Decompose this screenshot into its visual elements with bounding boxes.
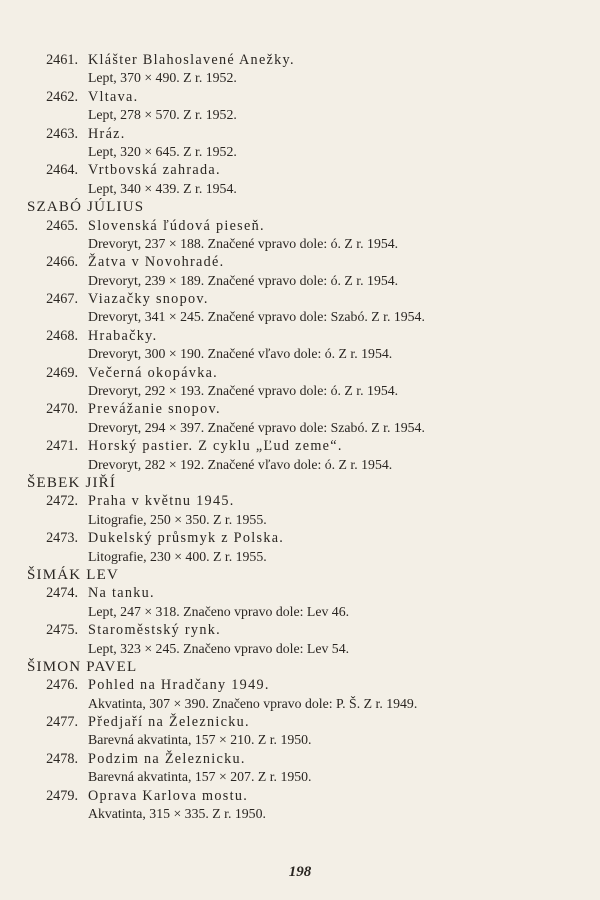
entry-title: Slovenská ľúdová pieseň. xyxy=(88,217,265,234)
entry-detail: Lept, 320 × 645. Z r. 1952. xyxy=(88,143,237,159)
entry-title-row xyxy=(0,327,600,345)
entry-detail-row xyxy=(0,345,600,363)
artist-name: SZABÓ JÚLIUS xyxy=(27,199,145,216)
entry-number: 2463. xyxy=(46,125,78,142)
entry-detail-row xyxy=(0,419,600,437)
entry-detail: Drevoryt, 294 × 397. Značené vpravo dole: Szabó. Z r. 1954. xyxy=(88,419,425,435)
entry-detail-row xyxy=(0,106,600,124)
entry-detail-row xyxy=(0,69,600,87)
entry-detail-row xyxy=(0,548,600,566)
artist-name: ŠIMON PAVEL xyxy=(27,658,138,675)
artist-name: ŠEBEK JIŘÍ xyxy=(27,474,117,491)
entry-title: Na tanku. xyxy=(88,585,155,602)
entry-title-row xyxy=(0,290,600,308)
entry-detail: Lept, 370 × 490. Z r. 1952. xyxy=(88,70,237,86)
entry-title: Podzim na Železnicku. xyxy=(88,750,246,767)
entry-detail: Lept, 247 × 318. Značeno vpravo dole: Lev 46. xyxy=(88,603,350,619)
entry-title-row xyxy=(0,713,600,731)
entry-title: Předjaří na Železnicku. xyxy=(88,714,250,731)
entry-detail-row xyxy=(0,382,600,400)
entry-detail: Drevoryt, 292 × 193. Značené vpravo dole: ó. Z r. 1954. xyxy=(88,383,399,399)
page-number: 198 xyxy=(288,864,312,880)
entry-title: Vrtbovská zahrada. xyxy=(88,162,221,179)
entry-detail: Drevoryt, 239 × 189. Značené vpravo dole: ó. Z r. 1954. xyxy=(88,272,399,288)
entry-number: 2467. xyxy=(46,291,78,308)
entry-detail-row xyxy=(0,603,600,621)
entry-number: 2477. xyxy=(46,714,78,731)
entry-title-row xyxy=(0,51,600,69)
entry-number: 2472. xyxy=(46,493,78,510)
entry-number: 2466. xyxy=(46,254,78,271)
entry-detail: Lept, 340 × 439. Z r. 1954. xyxy=(88,180,237,196)
entry-detail: Litografie, 250 × 350. Z r. 1955. xyxy=(88,511,267,527)
entry-title: Praha v květnu 1945. xyxy=(88,493,235,510)
entry-title: Klášter Blahoslavené Anežky. xyxy=(88,52,295,68)
artist-heading-row xyxy=(0,658,600,676)
entry-number: 2474. xyxy=(46,585,78,602)
entry-number: 2465. xyxy=(46,217,78,234)
entry-title-row xyxy=(0,253,600,271)
entry-title: Viazačky snopov. xyxy=(88,291,209,308)
entry-number: 2468. xyxy=(46,327,78,344)
entry-title: Hráz. xyxy=(88,125,126,142)
entry-detail-row xyxy=(0,640,600,658)
entry-detail-row xyxy=(0,235,600,253)
entry-detail-row xyxy=(0,308,600,326)
entry-detail: Drevoryt, 282 × 192. Značené vľavo dole: ó. Z r. 1954. xyxy=(88,456,393,472)
entry-title: Prevážanie snopov. xyxy=(88,401,221,418)
entry-title: Pohled na Hradčany 1949. xyxy=(88,677,270,694)
artist-heading-row xyxy=(0,198,600,216)
entry-detail: Lept, 278 × 570. Z r. 1952. xyxy=(88,107,237,123)
entry-detail-row xyxy=(0,768,600,786)
entry-title-row xyxy=(0,88,600,106)
entry-detail: Akvatinta, 307 × 390. Značeno vpravo dole: P. Š. Z r. 1949. xyxy=(88,695,418,711)
entry-title: Večerná okopávka. xyxy=(88,364,219,381)
artist-heading-row xyxy=(0,474,600,492)
entry-title-row xyxy=(0,437,600,455)
entry-detail-row xyxy=(0,456,600,474)
entry-detail-row xyxy=(0,143,600,161)
entry-title: Horský pastier. Z cyklu „Ľud zeme“. xyxy=(88,438,343,455)
entry-detail: Drevoryt, 341 × 245. Značené vpravo dole: Szabó. Z r. 1954. xyxy=(88,309,425,325)
entry-detail: Barevná akvatinta, 157 × 207. Z r. 1950. xyxy=(88,769,312,785)
entry-detail: Akvatinta, 315 × 335. Z r. 1950. xyxy=(88,806,266,822)
entry-title-row xyxy=(0,750,600,768)
entry-number: 2479. xyxy=(46,787,78,804)
entry-title-row xyxy=(0,364,600,382)
entry-detail-row xyxy=(0,805,600,823)
entry-detail-row xyxy=(0,695,600,713)
entry-number: 2475. xyxy=(46,622,78,639)
entry-title-row xyxy=(0,787,600,805)
entry-detail-row xyxy=(0,511,600,529)
entry-title: Oprava Karlova mostu. xyxy=(88,787,249,804)
entry-detail: Lept, 323 × 245. Značeno vpravo dole: Lev 54. xyxy=(88,640,350,656)
entry-title: Staroměstský rynk. xyxy=(88,622,221,639)
entry-detail: Drevoryt, 237 × 188. Značené vpravo dole: ó. Z r. 1954. xyxy=(88,235,399,251)
entry-detail-row xyxy=(0,272,600,290)
entry-number: 2469. xyxy=(46,364,78,381)
entry-title-row xyxy=(0,676,600,694)
entry-number: 2471. xyxy=(46,438,78,455)
entry-title-row xyxy=(0,492,600,510)
catalog-entries xyxy=(0,51,600,823)
entry-detail-row xyxy=(0,731,600,749)
entry-number: 2473. xyxy=(46,530,78,547)
entry-number: 2470. xyxy=(46,401,78,418)
entry-title-row xyxy=(0,125,600,143)
entry-number: 2462. xyxy=(46,88,78,105)
entry-title-row xyxy=(0,621,600,639)
entry-title-row xyxy=(0,400,600,418)
entry-number: 2464. xyxy=(46,162,78,179)
entry-title: Vltava. xyxy=(88,88,139,105)
entry-title-row xyxy=(0,584,600,602)
artist-heading-row xyxy=(0,566,600,584)
entry-title: Hrabačky. xyxy=(88,327,158,344)
entry-title: Žatva v Novohradé. xyxy=(88,254,225,271)
entry-detail: Barevná akvatinta, 157 × 210. Z r. 1950. xyxy=(88,732,312,748)
entry-number: 2461. xyxy=(46,52,78,68)
entry-title-row xyxy=(0,529,600,547)
entry-detail: Litografie, 230 × 400. Z r. 1955. xyxy=(88,548,267,564)
entry-number: 2476. xyxy=(46,677,78,694)
entry-number: 2478. xyxy=(46,750,78,767)
entry-title-row xyxy=(0,161,600,179)
entry-title: Dukelský průsmyk z Polska. xyxy=(88,530,285,547)
entry-title-row xyxy=(0,217,600,235)
entry-detail: Drevoryt, 300 × 190. Značené vľavo dole: ó. Z r. 1954. xyxy=(88,346,393,362)
artist-name: ŠIMÁK LEV xyxy=(27,566,120,583)
entry-detail-row xyxy=(0,180,600,198)
